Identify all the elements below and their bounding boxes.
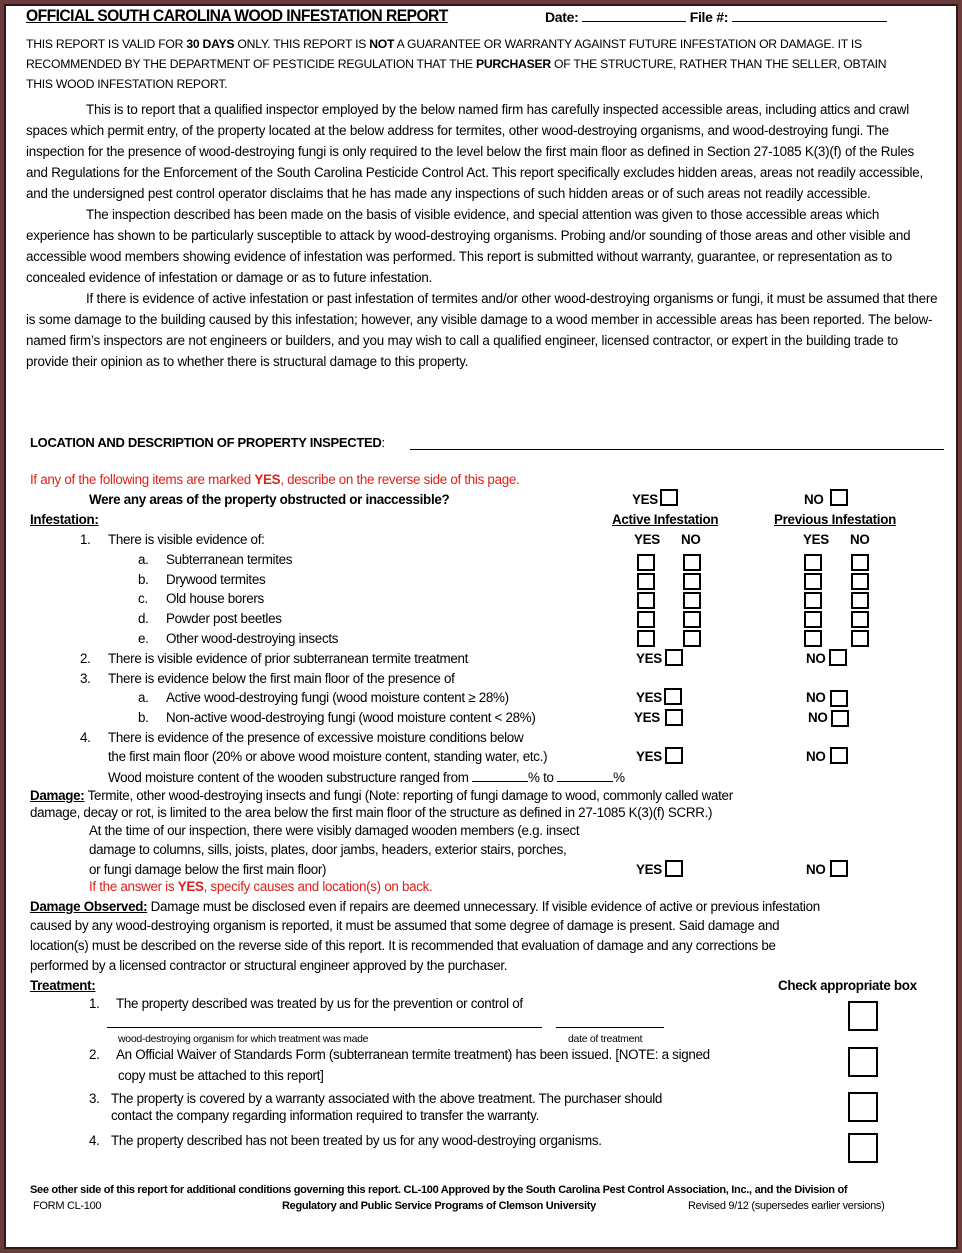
notice-text: RECOMMENDED BY THE DEPARTMENT OF PESTICIDE REGULATION THAT THE bbox=[26, 57, 476, 71]
damage-yes-checkbox[interactable] bbox=[665, 860, 683, 877]
e-active-no-checkbox[interactable] bbox=[683, 630, 701, 647]
notice-text: ONLY. THIS REPORT IS bbox=[234, 37, 370, 51]
c-active-no-checkbox[interactable] bbox=[683, 592, 701, 609]
damage-question-3: or fungi damage below the first main floor) bbox=[89, 862, 327, 877]
treatment-date-field[interactable] bbox=[556, 1027, 664, 1028]
notice-text: OF THE STRUCTURE, RATHER THAN THE SELLER, OBTAIN bbox=[550, 57, 887, 71]
notice-bold: 30 DAYS bbox=[186, 37, 235, 51]
item-3b-no-label: NO bbox=[808, 710, 828, 725]
a-active-no-checkbox[interactable] bbox=[683, 554, 701, 571]
disclaimer-paragraphs bbox=[26, 99, 938, 372]
form-number: FORM CL-100 bbox=[33, 1200, 102, 1212]
moisture-text: % bbox=[613, 770, 625, 785]
moisture-range bbox=[108, 769, 625, 785]
damage-observed-text: Damage must be disclosed even if repairs are deemed unnecessary. If visible evidence of active or previous infestation bbox=[147, 899, 820, 914]
file-label: File #: bbox=[689, 9, 729, 25]
damage-note bbox=[89, 879, 432, 894]
paragraph-damage-assumption: If there is evidence of active infestation or past infestation of termites and/or other wood-destroying organisms or fungi, it must be assumed that there is some damage to the building caused by this infestation; however, any visible damage to a wood member in accessible areas has been reported. The below-named firm’s inspectors are not engineers or builders, and you may wish to call a qualified engineer, licensed contractor, or expert in the building trade to provide their opinion as to whether there is structural damage to this property. bbox=[26, 291, 938, 369]
organism-field[interactable] bbox=[107, 1027, 542, 1028]
damage-note-text: If the answer is bbox=[89, 879, 178, 894]
damage-observed-heading: Damage Observed: bbox=[30, 899, 148, 914]
subitem-d-letter: d. bbox=[138, 611, 149, 626]
organism-caption: wood-destroying organism for which treatment was made bbox=[118, 1033, 369, 1045]
location-colon: : bbox=[381, 435, 385, 450]
treatment-4-checkbox[interactable] bbox=[848, 1133, 878, 1163]
item-1-text: There is visible evidence of: bbox=[108, 532, 265, 547]
e-previous-no-checkbox[interactable] bbox=[851, 630, 869, 647]
notice-text: THIS REPORT IS VALID FOR bbox=[26, 37, 187, 51]
item-3b-letter: b. bbox=[138, 710, 149, 725]
item-4-no-checkbox[interactable] bbox=[830, 747, 848, 764]
damage-question-1: At the time of our inspection, there were visibly damaged wooden members (e.g. insect bbox=[89, 823, 580, 838]
paragraph-inspection: This is to report that a qualified inspector employed by the below named firm has carefully inspected accessible areas, including attics and crawl spaces which permit entry, of the property located at the below address for termites, other wood-destroying organisms, and wood-destroying fungi. The inspection for the presence of wood-destroying fungi is only required to the level below the first main floor as defined in Section 27-1085 K(3)(f) of the Rules and Regulations for the Enforcement of the South Carolina Pesticide Control Act. This report specifically excludes hidden areas, areas not readily accessible, and the undersigned pest control operator disclaims that he has made any inspections of such hidden areas or of such areas not readily accessible. bbox=[26, 102, 924, 201]
active-infestation-heading: Active Infestation bbox=[612, 512, 719, 527]
yes-instructions bbox=[30, 472, 519, 487]
damage-heading: Damage: bbox=[30, 788, 85, 803]
damage-observed-line-1 bbox=[30, 899, 820, 914]
moisture-min-field[interactable] bbox=[472, 769, 528, 782]
instructions-yes: YES bbox=[254, 472, 281, 487]
moisture-text: % to bbox=[528, 770, 558, 785]
obstructed-no-checkbox[interactable] bbox=[830, 489, 848, 506]
location-label-wrap bbox=[30, 435, 385, 450]
obstructed-no-label: NO bbox=[804, 492, 824, 507]
item-4-yes-label: YES bbox=[636, 749, 662, 764]
subitem-b-text: Drywood termites bbox=[166, 572, 266, 587]
notice-line-2 bbox=[26, 57, 886, 71]
previous-yes-header: YES bbox=[803, 532, 829, 547]
d-previous-yes-checkbox[interactable] bbox=[804, 611, 822, 628]
subitem-c-letter: c. bbox=[138, 591, 148, 606]
instructions-text: If any of the following items are marked bbox=[30, 472, 255, 487]
obstructed-yes-label: YES bbox=[632, 492, 658, 507]
b-active-no-checkbox[interactable] bbox=[683, 573, 701, 590]
treatment-3-line-1: The property is covered by a warranty associated with the above treatment. The purchaser should bbox=[111, 1091, 663, 1106]
location-field[interactable] bbox=[410, 449, 944, 450]
item-4-line-1: There is evidence of the presence of excessive moisture conditions below bbox=[108, 730, 524, 745]
e-active-yes-checkbox[interactable] bbox=[637, 630, 655, 647]
d-previous-no-checkbox[interactable] bbox=[851, 611, 869, 628]
footer-line-1: See other side of this report for additional conditions governing this report. CL-100 Approved by the South Carolina Pest Control Association, Inc., and the Division of bbox=[30, 1184, 848, 1196]
item-3-text: There is evidence below the first main floor of the presence of bbox=[108, 671, 455, 686]
item-2-no-checkbox[interactable] bbox=[829, 649, 847, 666]
obstructed-yes-checkbox[interactable] bbox=[660, 489, 678, 506]
damage-text: Termite, other wood-destroying insects and fungi (Note: reporting of fungi damage to wood, commonly called water bbox=[84, 788, 733, 803]
treatment-4-text: The property described has not been treated by us for any wood-destroying organisms. bbox=[111, 1133, 602, 1148]
c-previous-no-checkbox[interactable] bbox=[851, 592, 869, 609]
treatment-3-checkbox[interactable] bbox=[848, 1092, 878, 1122]
treatment-2-number: 2. bbox=[89, 1047, 100, 1062]
b-previous-no-checkbox[interactable] bbox=[851, 573, 869, 590]
date-field[interactable] bbox=[582, 9, 686, 22]
notice-bold: PURCHASER bbox=[475, 57, 551, 71]
damage-observed-line-3: location(s) must be described on the reverse side of this report. It is recommended that evaluation of damage and any corrections be bbox=[30, 938, 776, 953]
treatment-4-number: 4. bbox=[89, 1133, 100, 1148]
notice-text: A GUARANTEE OR WARRANTY AGAINST FUTURE INFESTATION OR DAMAGE. IT IS bbox=[394, 37, 862, 51]
location-label: LOCATION AND DESCRIPTION OF PROPERTY INSPECTED bbox=[30, 435, 382, 450]
item-3b-yes-label: YES bbox=[634, 710, 660, 725]
damage-line-2: damage, decay or rot, is limited to the area below the first main floor of the structure as defined in 27-1085 K(3)(f) SCRR.) bbox=[30, 805, 713, 820]
header-fields bbox=[545, 9, 887, 25]
obstructed-question: Were any areas of the property obstructed or inaccessible? bbox=[89, 492, 450, 507]
notice-bold: NOT bbox=[369, 37, 395, 51]
d-active-no-checkbox[interactable] bbox=[683, 611, 701, 628]
footer-line-2: Regulatory and Public Service Programs of Clemson University bbox=[282, 1200, 596, 1212]
treatment-1-checkbox[interactable] bbox=[848, 1001, 878, 1031]
treatment-3-line-2: contact the company regarding information required to transfer the warranty. bbox=[111, 1108, 540, 1123]
c-previous-yes-checkbox[interactable] bbox=[804, 592, 822, 609]
item-3-number: 3. bbox=[80, 671, 91, 686]
report-title: OFFICIAL SOUTH CAROLINA WOOD INFESTATION REPORT bbox=[26, 6, 448, 25]
item-3a-no-checkbox[interactable] bbox=[830, 690, 848, 707]
file-number-field[interactable] bbox=[732, 9, 887, 22]
damage-note-text: , specify causes and location(s) on back. bbox=[203, 879, 433, 894]
treatment-heading: Treatment: bbox=[30, 978, 96, 993]
item-1-number: 1. bbox=[80, 532, 91, 547]
moisture-max-field[interactable] bbox=[557, 769, 613, 782]
treatment-2-line-1: An Official Waiver of Standards Form (subterranean termite treatment) has been issued. [NOTE: a signed bbox=[116, 1047, 710, 1062]
item-3b-text: Non-active wood-destroying fungi (wood moisture content < 28%) bbox=[166, 710, 536, 725]
subitem-b-letter: b. bbox=[138, 572, 149, 587]
item-4-line-2: the first main floor (20% or above wood moisture content, standing water, etc.) bbox=[108, 749, 548, 764]
item-3a-no-label: NO bbox=[806, 690, 826, 705]
item-3b-yes-checkbox[interactable] bbox=[665, 709, 683, 726]
moisture-text: Wood moisture content of the wooden substructure ranged from bbox=[108, 770, 473, 785]
damage-note-yes: YES bbox=[177, 879, 204, 894]
previous-infestation-heading: Previous Infestation bbox=[774, 512, 896, 527]
subitem-d-text: Powder post beetles bbox=[166, 611, 282, 626]
date-caption: date of treatment bbox=[568, 1033, 643, 1045]
infestation-heading: Infestation: bbox=[30, 512, 99, 527]
damage-observed-line-2: caused by any wood-destroying organism is reported, it must be assumed that some degree of damage is present. Said damage and bbox=[30, 918, 780, 933]
b-previous-yes-checkbox[interactable] bbox=[804, 573, 822, 590]
active-yes-header: YES bbox=[634, 532, 660, 547]
date-label: Date: bbox=[545, 9, 579, 25]
instructions-text: , describe on the reverse side of this page. bbox=[280, 472, 520, 487]
subitem-a-text: Subterranean termites bbox=[166, 552, 293, 567]
a-previous-no-checkbox[interactable] bbox=[851, 554, 869, 571]
item-4-number: 4. bbox=[80, 730, 91, 745]
a-previous-yes-checkbox[interactable] bbox=[804, 554, 822, 571]
a-active-yes-checkbox[interactable] bbox=[637, 554, 655, 571]
subitem-a-letter: a. bbox=[138, 552, 149, 567]
treatment-1-number: 1. bbox=[89, 996, 100, 1011]
item-2-number: 2. bbox=[80, 651, 91, 666]
item-4-yes-checkbox[interactable] bbox=[665, 747, 683, 764]
paragraph-visible-evidence: The inspection described has been made on the basis of visible evidence, and special attention was given to those accessible areas which experience has shown to be particularly susceptible to attack by wood-destroying organisms. Probing and/or sounding of those areas and other visible and accessible wood members showing evidence of infestation was performed. This report is submitted without warranty, guarantee, or representation as to concealed evidence of infestation or damage or as to future infestation. bbox=[26, 207, 911, 285]
treatment-2-line-2: copy must be attached to this report] bbox=[118, 1068, 324, 1083]
item-3a-letter: a. bbox=[138, 690, 149, 705]
damage-observed-line-4: performed by a licensed contractor or structural engineer approved by the purchaser. bbox=[30, 958, 508, 973]
active-no-header: NO bbox=[681, 532, 701, 547]
subitem-c-text: Old house borers bbox=[166, 591, 264, 606]
item-3a-yes-checkbox[interactable] bbox=[664, 688, 682, 705]
damage-line-1 bbox=[30, 788, 733, 803]
notice-line-3: THIS WOOD INFESTATION REPORT. bbox=[26, 77, 228, 91]
c-active-yes-checkbox[interactable] bbox=[637, 592, 655, 609]
subitem-e-letter: e. bbox=[138, 631, 149, 646]
item-2-text: There is visible evidence of prior subterranean termite treatment bbox=[108, 651, 469, 666]
damage-no-checkbox[interactable] bbox=[830, 860, 848, 877]
item-4-no-label: NO bbox=[806, 749, 826, 764]
item-2-yes-checkbox[interactable] bbox=[665, 649, 683, 666]
damage-no-label: NO bbox=[806, 862, 826, 877]
item-2-yes-label: YES bbox=[636, 651, 662, 666]
item-3b-no-checkbox[interactable] bbox=[831, 710, 849, 727]
damage-question-2: damage to columns, sills, joists, plates, door jambs, headers, exterior stairs, porches, bbox=[89, 842, 567, 857]
item-2-no-label: NO bbox=[806, 651, 826, 666]
revision-note: Revised 9/12 (supersedes earlier versions) bbox=[688, 1200, 885, 1212]
notice-line-1 bbox=[26, 37, 862, 51]
item-3a-yes-label: YES bbox=[636, 690, 662, 705]
damage-yes-label: YES bbox=[636, 862, 662, 877]
previous-no-header: NO bbox=[850, 532, 870, 547]
treatment-1-text: The property described was treated by us for the prevention or control of bbox=[116, 996, 523, 1011]
item-3a-text: Active wood-destroying fungi (wood moisture content ≥ 28%) bbox=[166, 690, 509, 705]
b-active-yes-checkbox[interactable] bbox=[637, 573, 655, 590]
check-appropriate-box-label: Check appropriate box bbox=[778, 978, 917, 993]
treatment-2-checkbox[interactable] bbox=[848, 1047, 878, 1077]
e-previous-yes-checkbox[interactable] bbox=[804, 630, 822, 647]
d-active-yes-checkbox[interactable] bbox=[637, 611, 655, 628]
subitem-e-text: Other wood-destroying insects bbox=[166, 631, 339, 646]
treatment-3-number: 3. bbox=[89, 1091, 100, 1106]
